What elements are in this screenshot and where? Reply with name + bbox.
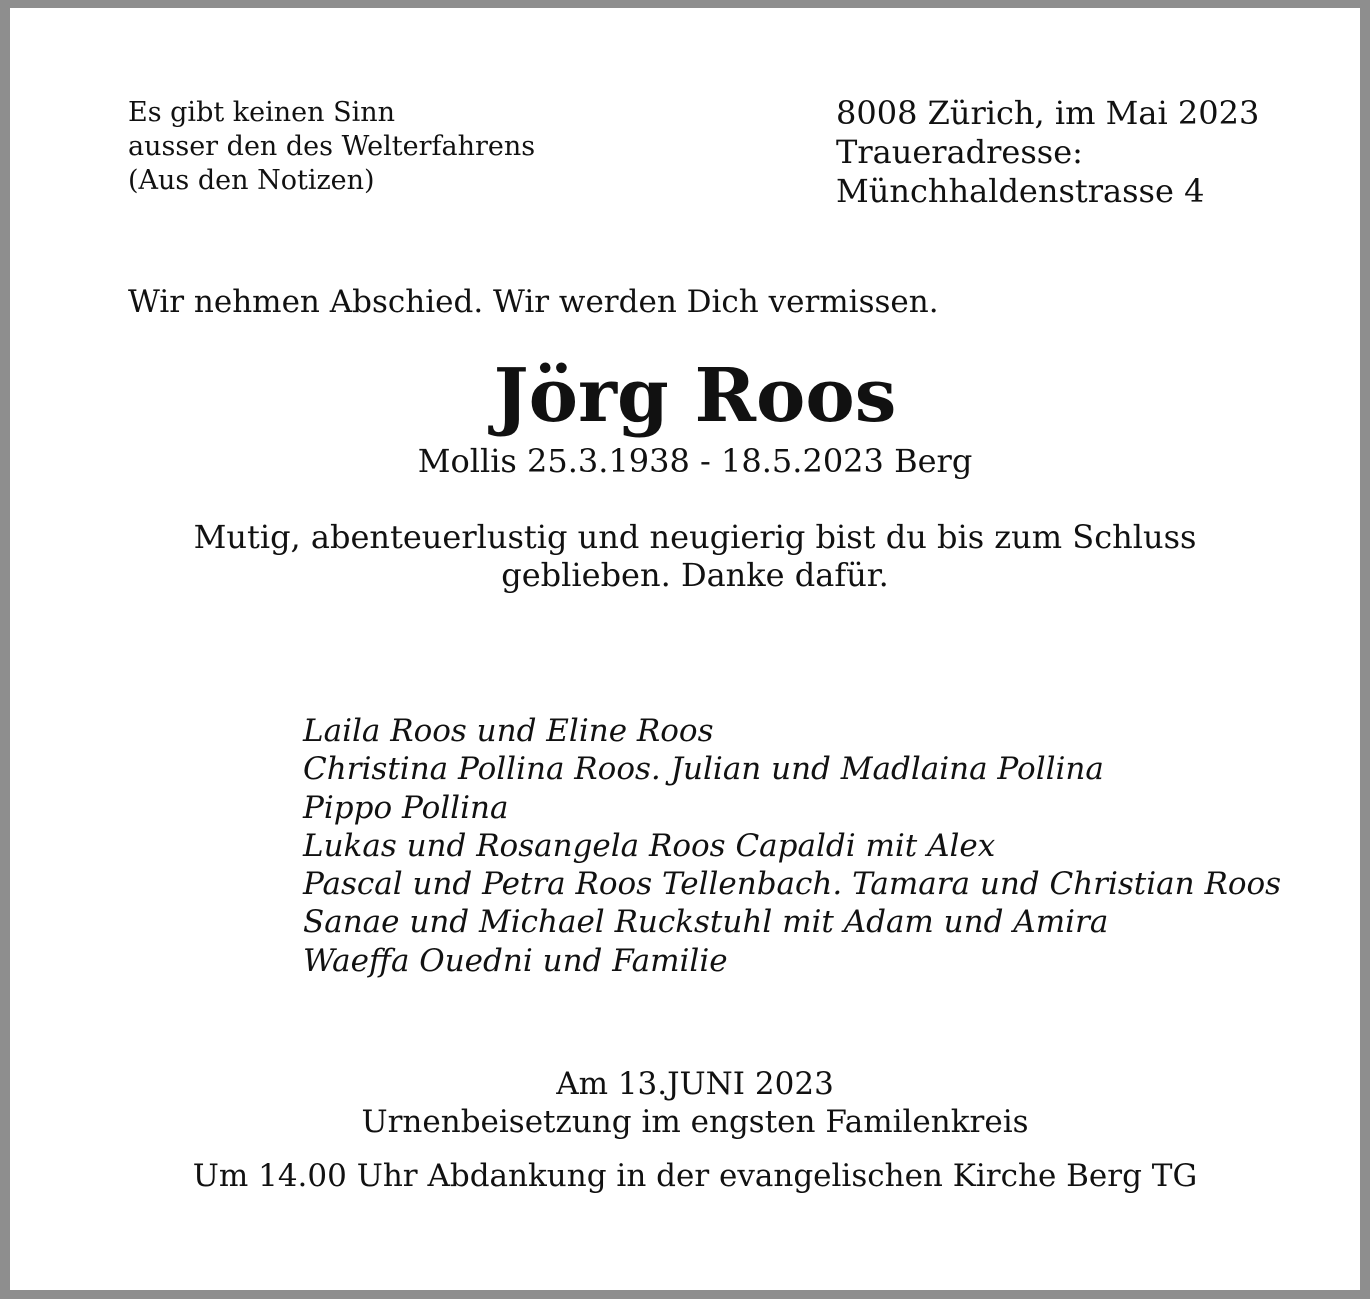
life-dates: Mollis 25.3.1938 - 18.5.2023 Berg — [417, 442, 973, 480]
place-date: 8008 Zürich, im Mai 2023 — [836, 94, 1260, 132]
tribute-text: Mutig, abenteuerlustig und neugierig bist du bis zum Schluss geblieben. Danke dafür. — [193, 518, 1197, 594]
mourner-line: Waeffa Ouedni und Familie — [303, 942, 728, 979]
burial-info: Urnenbeisetzung im engsten Familenkreis — [361, 1104, 1029, 1140]
mourner-line: Christina Pollina Roos. Julian und Madlaina Pollina — [303, 751, 1104, 788]
deceased-name: Jörg Roos — [493, 353, 897, 439]
address-label: Traueradresse: — [836, 133, 1083, 171]
mourner-line: Pippo Pollina — [303, 789, 509, 826]
epigraph-quote — [128, 96, 648, 198]
ceremony-date: Am 13.JUNI 2023 — [556, 1066, 834, 1102]
quote-line: (Aus den Notizen) — [128, 165, 375, 196]
mourner-line: Sanae und Michael Ruckstuhl mit Adam und Amira — [303, 904, 1109, 941]
service-info: Um 14.00 Uhr Abdankung in der evangelischen Kirche Berg TG — [192, 1158, 1198, 1194]
mourner-line: Lukas und Rosangela Roos Capaldi mit Alex — [303, 827, 996, 864]
mourning-address — [836, 94, 1306, 211]
ceremony-info — [10, 1065, 1370, 1141]
street-address: Münchhaldenstrasse 4 — [836, 172, 1205, 210]
quote-line: ausser den des Welterfahrens — [128, 131, 536, 162]
mourner-line: Laila Roos und Eline Roos — [303, 713, 714, 749]
quote-line: Es gibt keinen Sinn — [128, 97, 396, 128]
mourners-list — [303, 712, 1303, 980]
farewell-intro: Wir nehmen Abschied. Wir werden Dich vermissen. — [128, 284, 939, 320]
mourner-line: Pascal und Petra Roos Tellenbach. Tamara und Christian Roos — [303, 866, 1282, 903]
